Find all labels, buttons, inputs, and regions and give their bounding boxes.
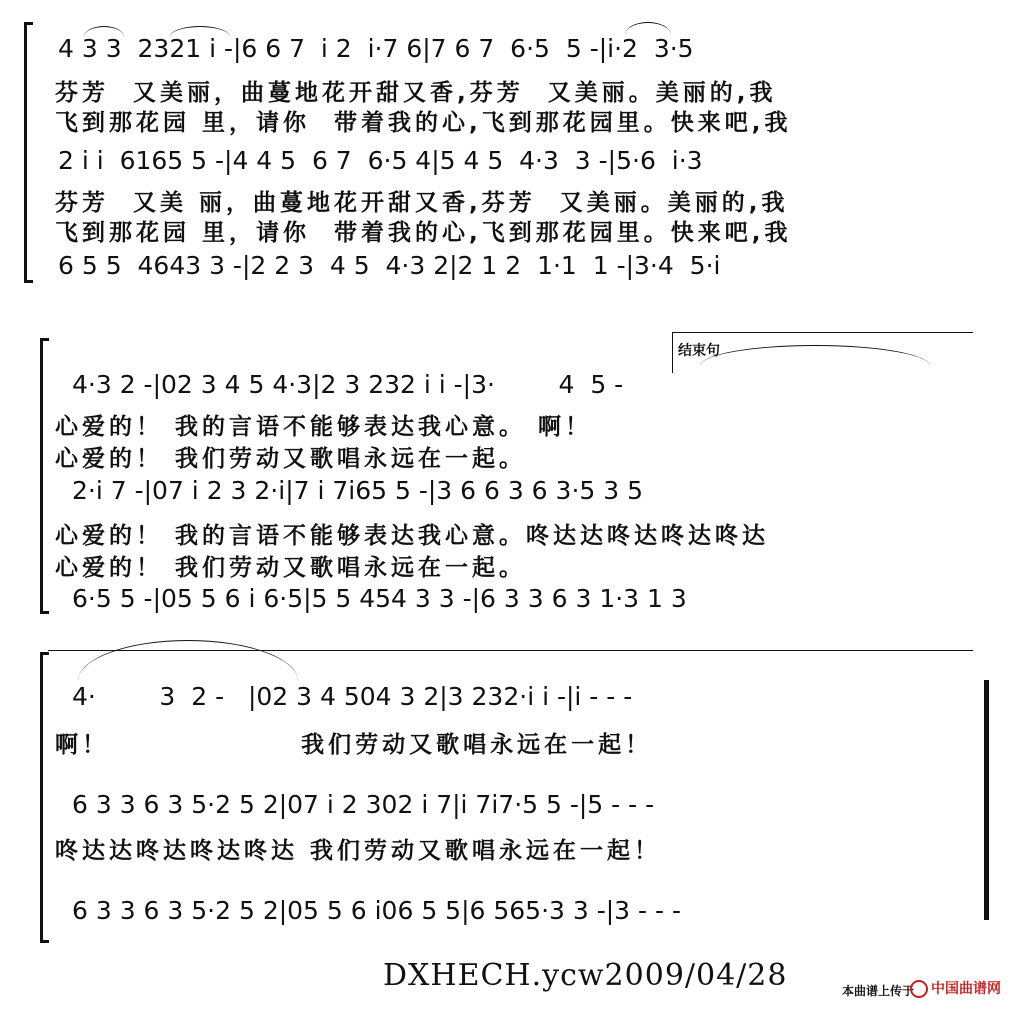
slur — [78, 640, 298, 681]
s3-lyric-2: 咚达达咚达咚达咚达 我们劳动又歌唱永远在一起！ — [55, 837, 662, 864]
s3-notes-2: 6 3 3 6 3 5·2 5 2|07 i 2 302 i 7|i 7i7·5 5 -|5 - - - — [72, 789, 655, 819]
slur — [625, 22, 671, 35]
logo-icon — [910, 980, 928, 998]
system-1-brace — [24, 22, 33, 283]
s2-notes-2: 2·i 7 -|07 i 2 3 2·i|7 i 7i65 5 -|3 6 6 3 6 3·5 3 5 — [72, 475, 643, 505]
s1-lyric-4: 飞到那花园 里，请你 带着我的心,飞到那花园里。快来吧,我 — [55, 219, 792, 246]
s1-notes-2: 2 i i 6165 5 -|4 4 5 6 7 6·5 4|5 4 5 4·3 3 -|5·6 i·3 — [58, 145, 703, 175]
logo-text: 中国曲谱网 — [931, 981, 1001, 997]
upload-credit: 本曲谱上传于 — [842, 984, 915, 998]
s2-lyric-4: 心爱的！ 我们劳动又歌唱永远在一起。 — [55, 554, 527, 581]
s1-lyric-3: 芬芳 又美 丽，曲蔓地花开甜又香,芬芳 又美丽。美丽的,我 — [55, 189, 789, 216]
system-3-brace — [40, 652, 49, 943]
s2-lyric-1: 心爱的！ 我的言语不能够表达我心意。 啊！ — [55, 413, 593, 440]
s2-lyric-3: 心爱的！ 我的言语不能够表达我心意。咚达达咚达咚达咚达 — [55, 522, 770, 549]
s1-lyric-1: 芬芳 又美丽，曲蔓地花开甜又香,芬芳 又美丽。美丽的,我 — [55, 79, 777, 106]
final-barline — [984, 680, 989, 920]
s2-notes-1: 4·3 2 -|02 3 4 5 4·3|2 3 232 i i -|3· 4 5 - — [72, 369, 624, 399]
s1-lyric-2: 飞到那花园 里，请你 带着我的心,飞到那花园里。快来吧,我 — [55, 109, 792, 136]
footer-signature: DXHECH.ycw2009/04/28 — [383, 958, 788, 993]
s2-notes-3: 6·5 5 -|05 5 6 i 6·5|5 5 454 3 3 -|6 3 3 6 3 1·3 1 3 — [72, 583, 687, 613]
s1-notes-3: 6 5 5 4643 3 -|2 2 3 4 5 4·3 2|2 1 2 1·1 1 -|3·4 5·i — [58, 250, 721, 280]
system-2-brace — [40, 338, 49, 614]
ending-label: 结束句 — [678, 343, 720, 359]
s3-lyric-1: 啊！ 我们劳动又歌唱永远在一起！ — [55, 731, 653, 758]
s2-lyric-2: 心爱的！ 我们劳动又歌唱永远在一起。 — [55, 445, 527, 472]
s1-notes-1: 4 3 3 2321 i -|6 6 7 i 2 i·7 6|7 6 7 6·5 5 -|i·2 3·5 — [58, 33, 694, 63]
s3-notes-1: 4· 3 2 - |02 3 4 504 3 2|3 232·i i -|i - - - — [72, 681, 633, 711]
site-logo — [910, 978, 1001, 998]
s3-notes-3: 6 3 3 6 3 5·2 5 2|05 5 6 i06 5 5|6 565·3 3 -|3 - - - — [72, 895, 681, 925]
